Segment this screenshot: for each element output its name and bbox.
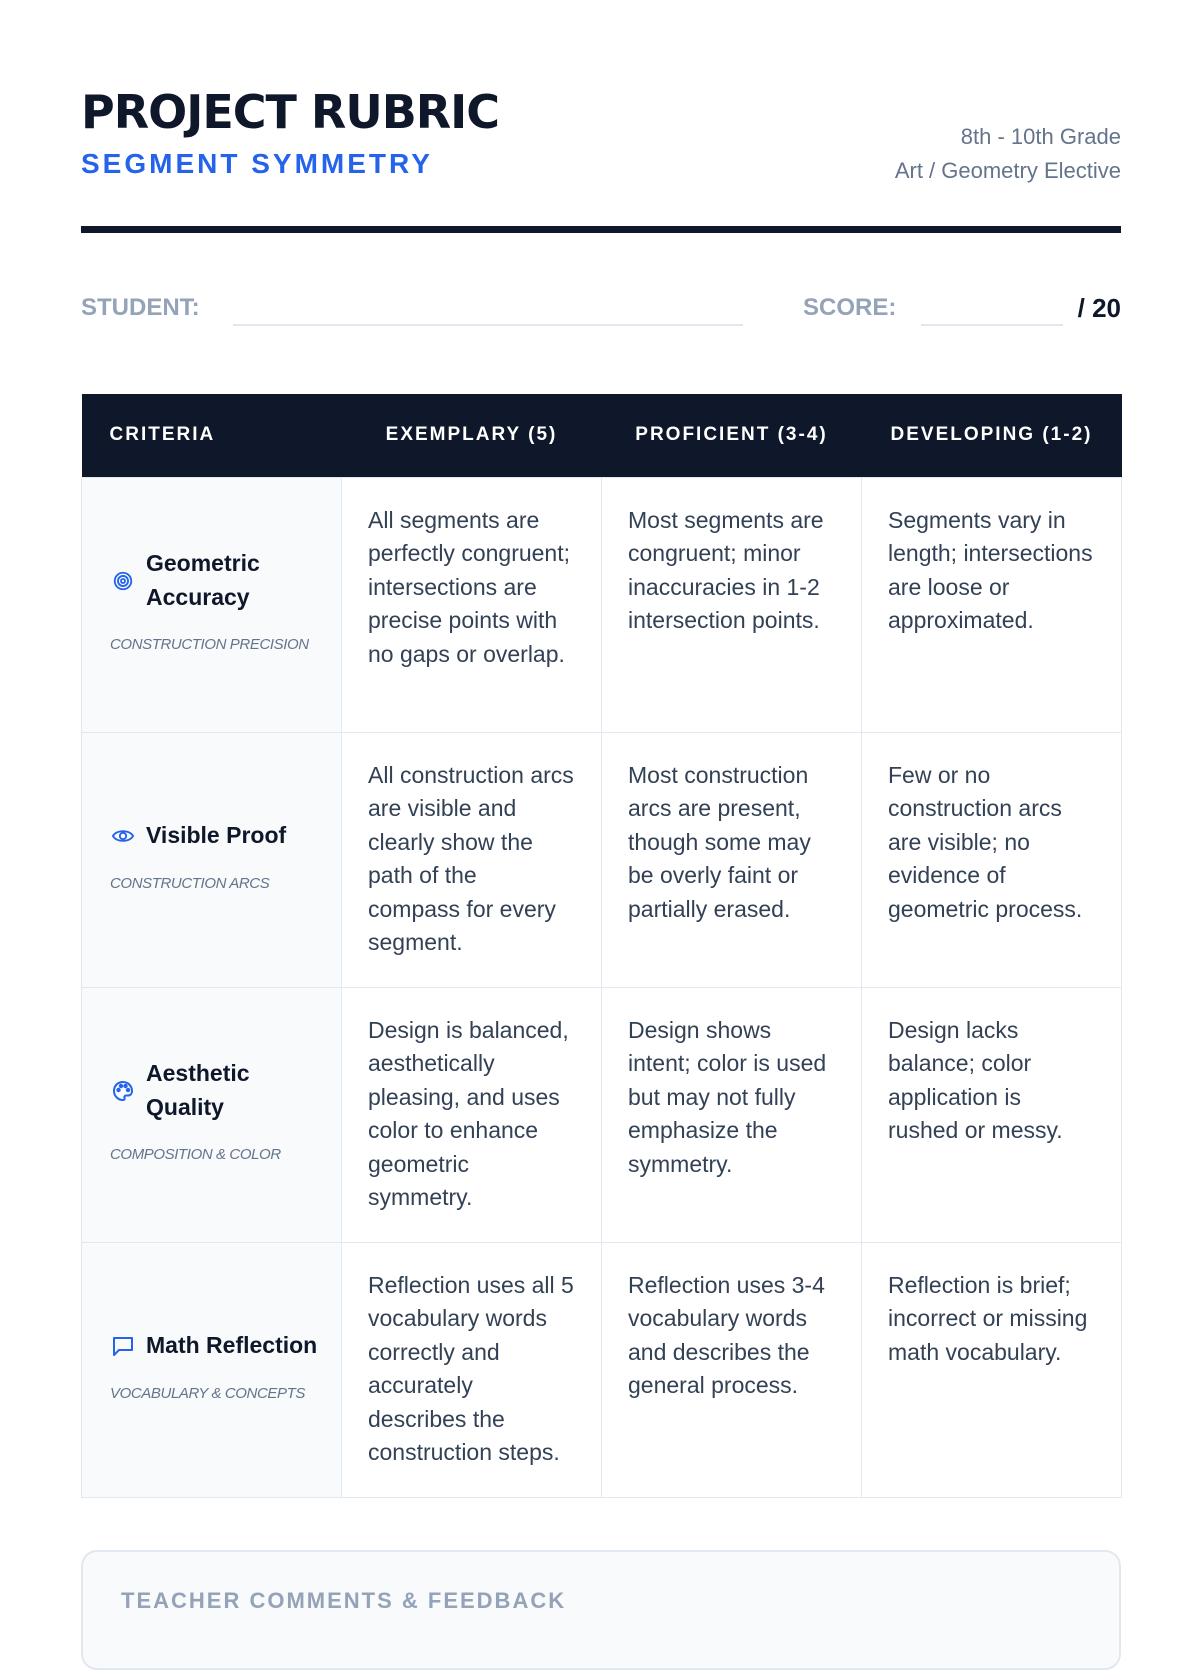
criteria-name: Aesthetic Quality [146, 1060, 250, 1120]
course-name: Art / Geometry Elective [894, 158, 1121, 183]
criteria-cell [82, 477, 342, 732]
criteria-cell [82, 732, 342, 987]
criteria-subtitle: VOCABULARY & CONCEPTS [110, 1384, 305, 1402]
exemplary-cell: All segments are perfectly congruent; intersections are precise points with no gaps or overlap. [342, 477, 602, 732]
rubric-header [81, 84, 1121, 234]
criteria-name: Visible Proof [146, 822, 287, 848]
proficient-cell: Most construction arcs are present, though some may be overly faint or partially erased. [602, 732, 862, 987]
column-header-developing: DEVELOPING (1-2) [862, 394, 1122, 477]
proficient-cell: Reflection uses 3-4 vocabulary words and describes the general process. [602, 1242, 862, 1497]
table-row [82, 477, 1122, 732]
criteria-subtitle: COMPOSITION & COLOR [110, 1146, 281, 1164]
speech-bubble-icon [110, 1333, 136, 1359]
column-header-proficient: PROFICIENT (3-4) [602, 394, 862, 477]
page-subtitle: SEGMENT SYMMETRY [81, 148, 433, 179]
table-row [82, 987, 1122, 1242]
exemplary-cell: Design is balanced, aesthetically pleasing, and uses color to enhance geometric symmetry. [342, 987, 602, 1242]
criteria-cell [82, 1242, 342, 1497]
exemplary-cell: Reflection uses all 5 vocabulary words correctly and accurately describes the construction steps. [342, 1242, 602, 1497]
student-label: STUDENT: [81, 294, 200, 321]
feedback-title: TEACHER COMMENTS & FEEDBACK [121, 1588, 567, 1613]
table-header-row [82, 394, 1122, 477]
criteria-cell [82, 987, 342, 1242]
column-header-criteria: CRITERIA [82, 394, 342, 477]
student-name-line[interactable] [233, 324, 743, 326]
eye-icon [110, 823, 136, 849]
table-row [82, 732, 1122, 987]
proficient-cell: Most segments are congruent; minor inaccuracies in 1-2 intersection points. [602, 477, 862, 732]
column-header-exemplary: EXEMPLARY (5) [342, 394, 602, 477]
course-meta [895, 120, 1121, 188]
criteria-name: Geometric Accuracy [146, 550, 260, 610]
max-score: / 20 [1077, 293, 1121, 323]
table-row [82, 1242, 1122, 1497]
target-icon [110, 568, 136, 594]
developing-cell: Segments vary in length; intersections are loose or approximated. [862, 477, 1122, 732]
grade-level: 8th - 10th Grade [960, 124, 1121, 149]
criteria-subtitle: CONSTRUCTION PRECISION [110, 636, 309, 654]
developing-cell: Reflection is brief; incorrect or missing math vocabulary. [862, 1242, 1122, 1497]
page-title: PROJECT RUBRIC [81, 85, 500, 139]
developing-cell: Design lacks balance; color application is rushed or messy. [862, 987, 1122, 1242]
score-label: SCORE: [803, 294, 897, 321]
palette-icon [110, 1078, 136, 1104]
criteria-name: Math Reflection [146, 1332, 318, 1358]
score-line[interactable] [921, 324, 1063, 326]
teacher-feedback-box[interactable] [81, 1550, 1121, 1670]
developing-cell: Few or no construction arcs are visible; no evidence of geometric process. [862, 732, 1122, 987]
header-divider [81, 226, 1121, 233]
student-score-row [81, 290, 1121, 332]
criteria-subtitle: CONSTRUCTION ARCS [110, 874, 270, 892]
exemplary-cell: All construction arcs are visible and clearly show the path of the compass for every segment. [342, 732, 602, 987]
rubric-table [81, 394, 1122, 1498]
proficient-cell: Design shows intent; color is used but may not fully emphasize the symmetry. [602, 987, 862, 1242]
